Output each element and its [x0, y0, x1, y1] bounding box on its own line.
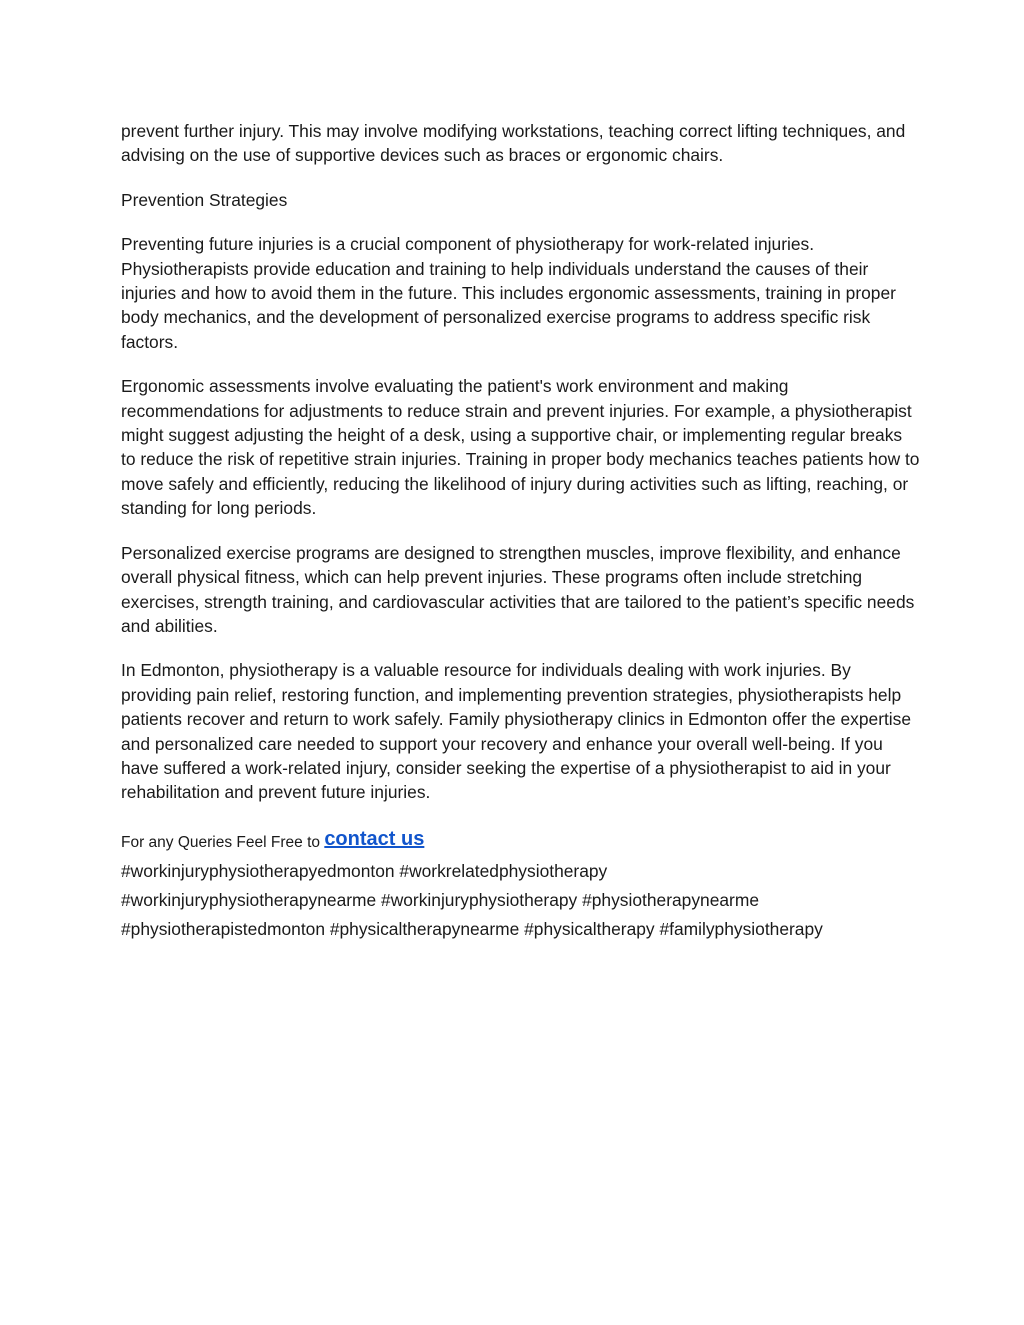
contact-us-link[interactable]: contact us [324, 827, 425, 850]
paragraph-intro-continuation: prevent further injury. This may involve modifying workstations, teaching correct lifting techniques, and advising on the use of supportive devices such as braces or ergonomic chairs. [121, 121, 906, 166]
hashtag-line: #physiotherapistedmonton #physicaltherapynearme #physicaltherapy #familyphysiotherapy [121, 918, 823, 939]
hashtag-line: #workinjuryphysiotherapyedmonton #workrelatedphysiotherapy [121, 860, 608, 881]
paragraph-preventing-future-injuries: Preventing future injuries is a crucial component of physiotherapy for work-related injuries. Physiotherapists provide education and training to help individuals understand the causes of their injuries and how to avoid them in the future. This includes ergonomic assessments, training in proper body mechanics, and the development of personalized exercise programs to address specific risk factors. [121, 234, 896, 352]
contact-line [121, 825, 921, 857]
hashtags-block [121, 857, 921, 944]
paragraph-ergonomic-assessments: Ergonomic assessments involve evaluating the patient's work environment and making recommendations for adjustments to reduce strain and prevent injuries. For example, a physiotherapist might suggest adjusting the height of a desk, using a supportive chair, or implementing regular breaks to reduce the risk of repetitive strain injuries. Training in proper body mechanics teaches patients how to move safely and efficiently, reducing the likelihood of injury during activities such as lifting, reaching, or standing for long periods. [121, 376, 920, 519]
paragraph-personalized-exercise: Personalized exercise programs are designed to strengthen muscles, improve flexibility, and enhance overall physical fitness, which can help prevent injuries. These programs often include stretching exercises, strength training, and cardiovascular activities that are tailored to the patient’s specific needs and abilities. [121, 542, 915, 636]
contact-prefix-text: For any Queries Feel Free to [121, 833, 325, 851]
document-body [121, 119, 921, 944]
section-heading-prevention-strategies: Prevention Strategies [121, 189, 288, 210]
paragraph-edmonton-conclusion: In Edmonton, physiotherapy is a valuable resource for individuals dealing with work injuries. By providing pain relief, restoring function, and implementing prevention strategies, physiotherapists help patients recover and return to work safely. Family physiotherapy clinics in Edmonton offer the expertise and personalized care needed to support your recovery and enhance your overall well-being. If you have suffered a work-related injury, consider seeking the expertise of a physiotherapist to aid in your rehabilitation and prevent future injuries. [121, 660, 912, 803]
hashtag-line: #workinjuryphysiotherapynearme #workinjuryphysiotherapy #physiotherapynearme [121, 889, 759, 910]
